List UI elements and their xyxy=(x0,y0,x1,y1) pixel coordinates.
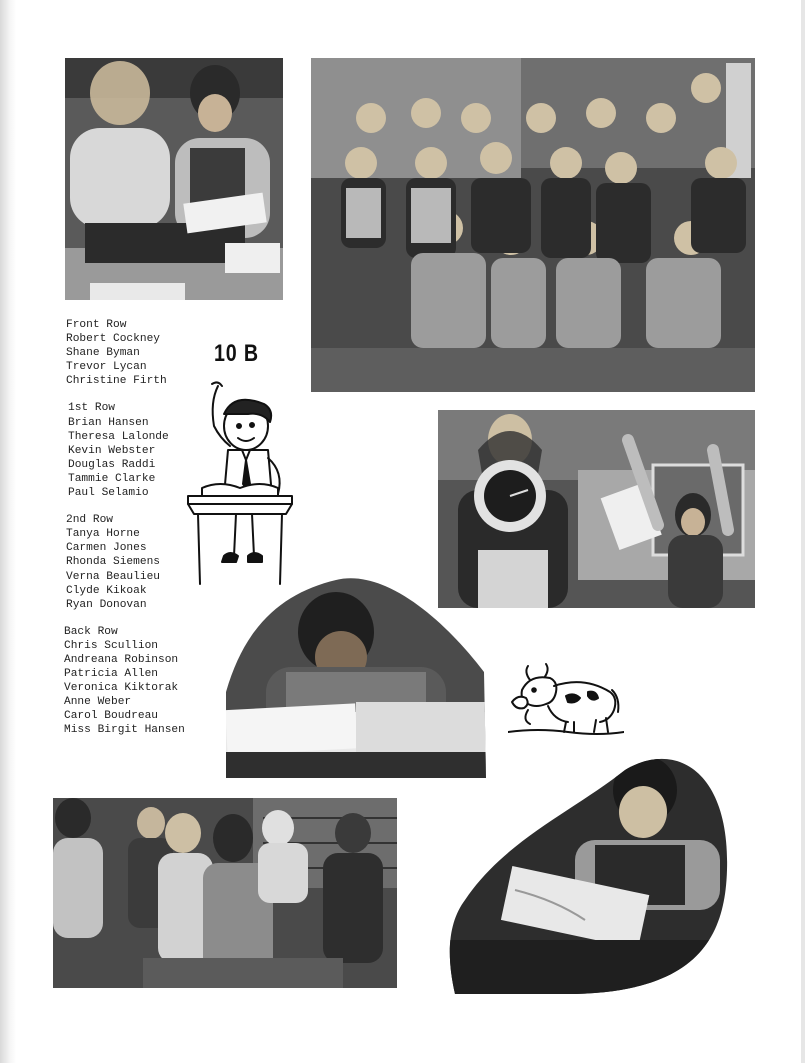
roster-name: Verna Beaulieu xyxy=(66,570,160,583)
roster-name: Douglas Raddi xyxy=(68,458,156,471)
roster-name: Andreana Robinson xyxy=(64,653,179,666)
roster-row-title: 1st Row xyxy=(68,402,115,415)
roster-name: Ryan Donovan xyxy=(66,598,147,611)
roster-name: Tammie Clarke xyxy=(68,472,156,485)
roster-name: Christine Firth xyxy=(66,375,167,388)
roster-name: Veronica Kiktorak xyxy=(64,682,179,695)
roster-name: Miss Birgit Hansen xyxy=(64,724,185,737)
photo-boy-beanbag-reading xyxy=(445,750,730,994)
roster-name: Rhonda Siemens xyxy=(66,556,160,569)
photo-class-group xyxy=(311,58,755,392)
page-binding-edge xyxy=(0,0,16,1063)
roster-name: Shane Byman xyxy=(66,347,140,360)
roster-name: Paul Selamio xyxy=(68,487,149,500)
roster-name: Tanya Horne xyxy=(66,528,140,541)
roster-name: Trevor Lycan xyxy=(66,361,147,374)
photo-children-reading-floor xyxy=(65,58,283,300)
photo-boy-writing xyxy=(226,572,486,778)
roster-name: Clyde Kikoak xyxy=(66,584,147,597)
cow-clipart xyxy=(508,662,624,738)
roster-row-title: 2nd Row xyxy=(66,514,113,527)
roster-name: Chris Scullion xyxy=(64,639,158,652)
roster-name: Kevin Webster xyxy=(68,444,156,457)
photo-children-library xyxy=(53,798,397,988)
roster-name: Brian Hansen xyxy=(68,416,149,429)
class-title: 10 B xyxy=(214,340,259,367)
roster-name: Theresa Lalonde xyxy=(68,430,169,443)
roster-name: Anne Weber xyxy=(64,696,132,709)
roster-name: Carol Boudreau xyxy=(64,710,158,723)
roster-name: Carmen Jones xyxy=(66,542,147,555)
page-right-edge xyxy=(801,0,805,1063)
roster-name: Robert Cockney xyxy=(66,333,160,346)
roster-row-title: Back Row xyxy=(64,625,118,638)
roster-back-row xyxy=(64,625,216,738)
boy-at-desk-clipart xyxy=(184,378,296,592)
roster-name: Patricia Allen xyxy=(64,668,158,681)
roster-row-title: Front Row xyxy=(66,319,127,331)
